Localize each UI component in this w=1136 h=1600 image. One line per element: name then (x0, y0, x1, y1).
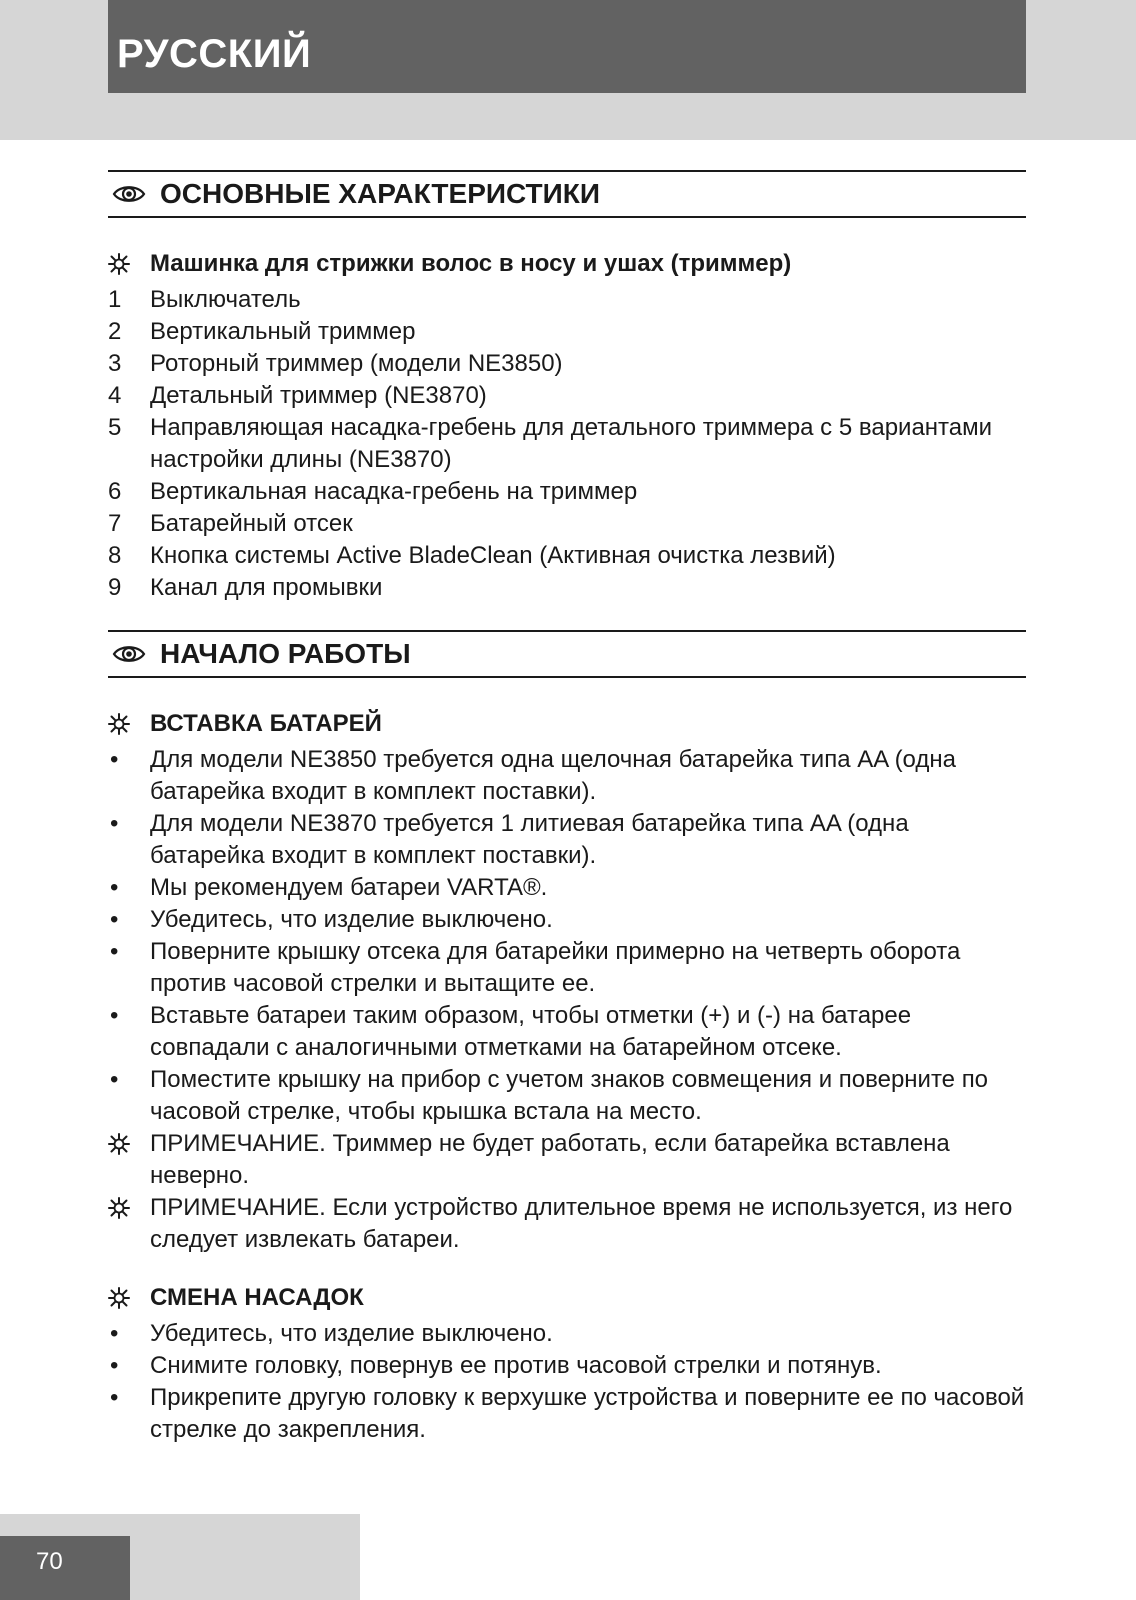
note-text: ПРИМЕЧАНИЕ. Если устройство длительное время не используется, из него следует извлекать батареи. (150, 1194, 1013, 1253)
list-item (108, 508, 1026, 540)
language-header-bar (108, 0, 1026, 93)
note-text: ПРИМЕЧАНИЕ. Триммер не будет работать, если батарейка вставлена неверно. (150, 1130, 950, 1189)
bullet-item (108, 1000, 1026, 1064)
item-number: 3 (108, 350, 122, 377)
bullet-item (108, 1382, 1026, 1446)
item-text: Канал для промывки (150, 574, 383, 601)
page-number: 70 (36, 1548, 63, 1575)
bullet-text: Для модели NE3870 требуется 1 литиевая батарейка типа AA (одна батарейка входит в комплект поставки). (150, 810, 909, 869)
item-text: Выключатель (150, 286, 301, 313)
list-item (108, 316, 1026, 348)
bullet-item (108, 1064, 1026, 1128)
item-text: Кнопка системы Active BladeClean (Активная очистка лезвий) (150, 542, 836, 569)
bullet-icon: • (110, 1066, 119, 1093)
list-item (108, 476, 1026, 508)
language-title: РУССКИЙ (117, 32, 312, 76)
list-item (108, 348, 1026, 380)
bullet-icon: • (110, 874, 119, 901)
bullet-text: Поместите крышку на прибор с учетом знаков совмещения и поверните по часовой стрелке, чтобы крышка встала на место. (150, 1066, 989, 1125)
bullet-text: Убедитесь, что изделие выключено. (150, 1320, 553, 1347)
bullet-item (108, 1318, 1026, 1350)
item-number: 4 (108, 382, 122, 409)
note-item (108, 1128, 1026, 1192)
bullet-text: Прикрепите другую головку к верхушке устройства и поверните ее по часовой стрелке до закрепления. (150, 1384, 1025, 1443)
features-intro (108, 248, 1026, 284)
bullet-text: Снимите головку, повернув ее против часовой стрелки и потянув. (150, 1352, 882, 1379)
bullet-icon: • (110, 938, 119, 965)
item-text: Вертикальный триммер (150, 318, 416, 345)
item-text: Батарейный отсек (150, 510, 353, 537)
item-text: Направляющая насадка-гребень для детального триммера с 5 вариантами настройки длины (NE3870) (150, 414, 993, 473)
bullet-icon: • (110, 1352, 119, 1379)
bullet-icon: • (110, 1002, 119, 1029)
sparkle-icon (108, 1133, 130, 1155)
battery-subsection (108, 708, 1026, 1256)
bullet-icon: • (110, 906, 119, 933)
item-number: 5 (108, 414, 122, 441)
section-title: ОСНОВНЫЕ ХАРАКТЕРИСТИКИ (160, 178, 600, 209)
item-number: 8 (108, 542, 122, 569)
item-text: Вертикальная насадка-гребень на триммер (150, 478, 638, 505)
attachments-subsection (108, 1282, 1026, 1446)
page-content (108, 170, 1026, 1446)
eye-icon (112, 642, 146, 666)
bullet-item (108, 1350, 1026, 1382)
subsection-title: ВСТАВКА БАТАРЕЙ (150, 710, 382, 737)
bullet-text: Поверните крышку отсека для батарейки примерно на четверть оборота против часовой стрелки и вытащите ее. (150, 938, 961, 997)
item-number: 7 (108, 510, 122, 537)
section-header-getting-started (108, 630, 1026, 678)
bullet-item (108, 904, 1026, 936)
features-list (108, 248, 1026, 604)
item-text: Детальный триммер (NE3870) (150, 382, 487, 409)
sparkle-icon (108, 1287, 130, 1309)
note-item (108, 1192, 1026, 1256)
sparkle-icon (108, 253, 130, 275)
list-item (108, 572, 1026, 604)
list-item (108, 540, 1026, 572)
section-header-features (108, 170, 1026, 218)
item-number: 9 (108, 574, 122, 601)
subsection-title: СМЕНА НАСАДОК (150, 1284, 364, 1311)
section-title: НАЧАЛО РАБОТЫ (160, 638, 411, 669)
item-number: 1 (108, 286, 122, 313)
bullet-item (108, 744, 1026, 808)
item-number: 2 (108, 318, 122, 345)
subsection-heading (108, 708, 1026, 744)
bullet-icon: • (110, 1320, 119, 1347)
bullet-text: Убедитесь, что изделие выключено. (150, 906, 553, 933)
item-number: 6 (108, 478, 122, 505)
list-item (108, 284, 1026, 316)
bullet-icon: • (110, 746, 119, 773)
bullet-text: Для модели NE3850 требуется одна щелочная батарейка типа AA (одна батарейка входит в комплект поставки). (150, 746, 956, 805)
subsection-heading (108, 1282, 1026, 1318)
eye-icon (112, 182, 146, 206)
features-intro-text: Машинка для стрижки волос в носу и ушах (триммер) (150, 250, 792, 277)
bullet-item (108, 936, 1026, 1000)
list-item (108, 380, 1026, 412)
bullet-text: Мы рекомендуем батареи VARTA®. (150, 874, 548, 901)
page-number-box (0, 1536, 130, 1600)
item-text: Роторный триммер (модели NE3850) (150, 350, 563, 377)
bullet-icon: • (110, 810, 119, 837)
bullet-text: Вставьте батареи таким образом, чтобы отметки (+) и (-) на батарее совпадали с аналогичными отметками на батарейном отсеке. (150, 1002, 912, 1061)
list-item (108, 412, 1026, 476)
bullet-icon: • (110, 1384, 119, 1411)
sparkle-icon (108, 1197, 130, 1219)
bullet-item (108, 808, 1026, 872)
bullet-item (108, 872, 1026, 904)
sparkle-icon (108, 713, 130, 735)
